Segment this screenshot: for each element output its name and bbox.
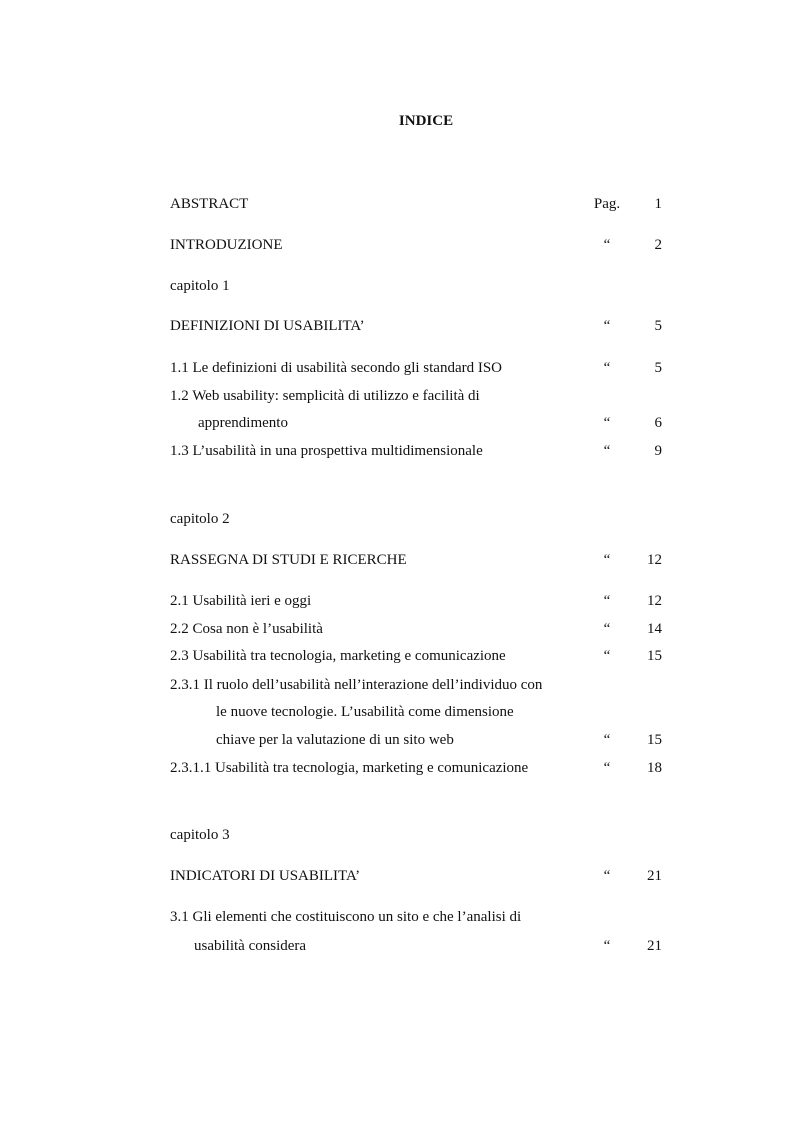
- toc-entry-ditto-mark: “: [603, 621, 611, 637]
- toc-entry-chapter-3-title: [0, 865, 794, 887]
- toc-entry-page-number: 21: [647, 868, 662, 884]
- toc-entry-1-2: [0, 385, 794, 407]
- toc-entry-text: 3.1 Gli elementi che costituiscono un sito e che l’analisi di: [170, 909, 522, 925]
- toc-entry-chapter-1-title: [0, 315, 794, 337]
- toc-entry-text: 1.3 L’usabilità in una prospettiva multidimensionale: [170, 443, 483, 459]
- toc-entry-ditto-mark: “: [603, 415, 611, 431]
- toc-entry-text: 2.3.1 Il ruolo dell’usabilità nell’interazione dell’individuo con: [170, 677, 543, 693]
- toc-entry-2-3-1: [0, 674, 794, 696]
- toc-entry-text: 1.2 Web usability: semplicità di utilizzo e facilità di: [170, 388, 480, 404]
- toc-entry-2-3: [0, 645, 794, 667]
- toc-entry-chapter-2-title: [0, 549, 794, 571]
- toc-entry-ditto-mark: “: [603, 868, 611, 884]
- toc-chapter-label-2: [0, 508, 794, 530]
- toc-entry-ditto-mark: “: [603, 732, 611, 748]
- toc-entry-page-number: 9: [654, 443, 662, 459]
- toc-entry-page-number: 18: [647, 760, 662, 776]
- toc-entry-3-1-continued: [0, 935, 794, 957]
- toc-entry-page-number: 15: [647, 732, 662, 748]
- toc-entry-introduzione: [0, 234, 794, 256]
- toc-entry-page-number: 21: [647, 938, 662, 954]
- toc-entry-2-3-1-continued: [0, 701, 794, 723]
- toc-entry-text: apprendimento: [198, 415, 288, 431]
- toc-entry-1-3: [0, 440, 794, 462]
- toc-entry-ditto-mark: “: [603, 360, 611, 376]
- toc-chapter-label-1: [0, 275, 794, 297]
- toc-entry-text: 2.1 Usabilità ieri e oggi: [170, 593, 312, 609]
- toc-entry-2-1: [0, 590, 794, 612]
- toc-entry-2-2: [0, 618, 794, 640]
- toc-entry-text: INTRODUZIONE: [170, 237, 283, 253]
- toc-entry-ditto-mark: “: [603, 760, 611, 776]
- toc-entry-page-number: 15: [647, 648, 662, 664]
- toc-entry-page-number: 12: [647, 552, 662, 568]
- toc-entry-text: INDICATORI DI USABILITA’: [170, 868, 361, 884]
- page-title: INDICE: [398, 113, 454, 129]
- toc-entry-ditto-mark: “: [603, 552, 611, 568]
- toc-entry-ditto-mark: “: [603, 443, 611, 459]
- toc-entry-2-3-1-continued: [0, 729, 794, 751]
- toc-entry-page-label: Pag.: [593, 196, 621, 212]
- toc-entry-1-2-continued: [0, 412, 794, 434]
- toc-entry-text: chiave per la valutazione di un sito web: [216, 732, 454, 748]
- toc-entry-text: capitolo 2: [170, 511, 230, 527]
- toc-entry-text: usabilità considera: [194, 938, 307, 954]
- toc-entry-text: 2.3 Usabilità tra tecnologia, marketing e comunicazione: [170, 648, 506, 664]
- toc-entry-page-number: 2: [654, 237, 662, 253]
- toc-entry-text: 1.1 Le definizioni di usabilità secondo gli standard ISO: [170, 360, 503, 376]
- toc-entry-text: DEFINIZIONI DI USABILITA’: [170, 318, 365, 334]
- toc-entry-text: capitolo 3: [170, 827, 230, 843]
- toc-entry-abstract: [0, 193, 794, 215]
- toc-entry-3-1: [0, 906, 794, 928]
- toc-entry-ditto-mark: “: [603, 648, 611, 664]
- toc-entry-page-number: 6: [654, 415, 662, 431]
- toc-entry-ditto-mark: “: [603, 938, 611, 954]
- toc-entry-ditto-mark: “: [603, 593, 611, 609]
- toc-entry-page-number: 5: [654, 360, 662, 376]
- toc-entry-page-number: 12: [647, 593, 662, 609]
- toc-entry-text: 2.3.1.1 Usabilità tra tecnologia, marketing e comunicazione: [170, 760, 529, 776]
- toc-entry-ditto-mark: “: [603, 318, 611, 334]
- toc-entry-text: capitolo 1: [170, 278, 230, 294]
- toc-entry-text: RASSEGNA DI STUDI E RICERCHE: [170, 552, 407, 568]
- toc-entry-ditto-mark: “: [603, 237, 611, 253]
- toc-entry-page-number: 14: [647, 621, 662, 637]
- toc-entry-text: 2.2 Cosa non è l’usabilità: [170, 621, 323, 637]
- toc-entry-2-3-1-1: [0, 757, 794, 779]
- toc-entry-page-number: 5: [654, 318, 662, 334]
- toc-entry-text: ABSTRACT: [170, 196, 249, 212]
- toc-entry-text: le nuove tecnologie. L’usabilità come dimensione: [216, 704, 514, 720]
- toc-entry-page-number: 1: [654, 196, 662, 212]
- toc-entry-1-1: [0, 357, 794, 379]
- toc-chapter-label-3: [0, 824, 794, 846]
